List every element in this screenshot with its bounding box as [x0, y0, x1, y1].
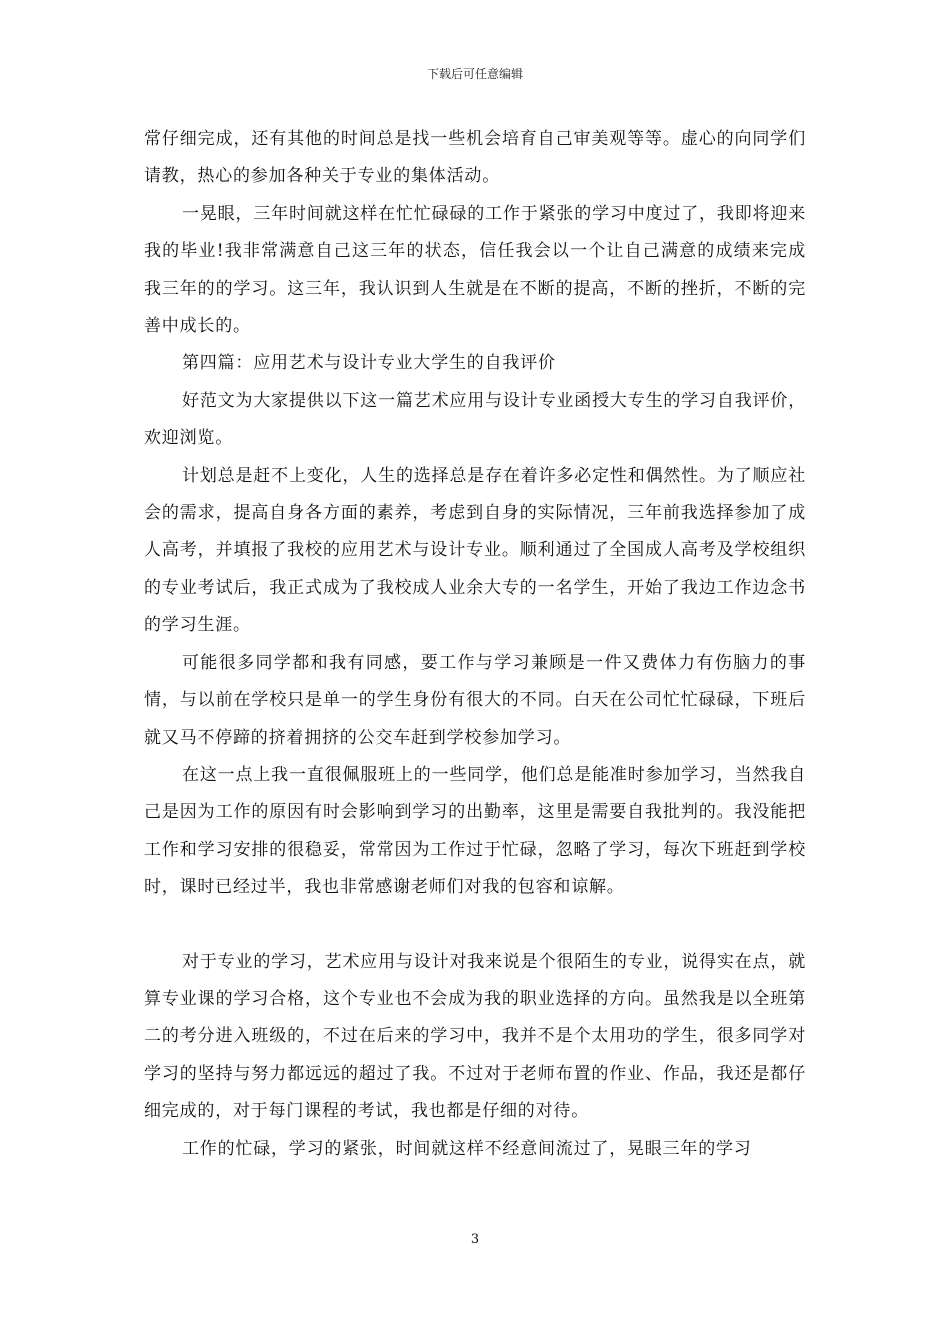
paragraph-2: 一晃眼，三年时间就这样在忙忙碌碌的工作于紧张的学习中度过了，我即将迎来我的毕业!我非常满意自己这三年的状态，信任我会以一个让自己满意的成绩来完成我三年的的学习。这三年，我认识到人生就是在不断的提高，不断的挫折，不断的完善中成长的。: [144, 203, 806, 337]
document-body: [144, 121, 806, 1168]
paragraph-7: 对于专业的学习，艺术应用与设计对我来说是个很陌生的专业，说得实在点，就算专业课的学习合格，这个专业也不会成为我的职业选择的方向。虽然我是以全班第二的考分进入班级的，不过在后来的学习中，我并不是个太用功的学生，很多同学对学习的坚持与努力都远远的超过了我。不过对于老师布置的作业、作品，我还是都仔细完成的，对于每门课程的考试，我也都是仔细的对待。: [144, 951, 806, 1122]
paragraph-4: 计划总是赶不上变化，人生的选择总是存在着许多必定性和偶然性。为了顺应社会的需求，提高自身各方面的素养，考虑到自身的实际情况，三年前我选择参加了成人高考，并填报了我校的应用艺术与设计专业。顺利通过了全国成人高考及学校组织的专业考试后，我正式成为了我校成人业余大专的一名学生，开始了我边工作边念书的学习生涯。: [144, 465, 806, 636]
page-header: 下载后可任意编辑: [426, 67, 523, 81]
paragraph-3: 好范文为大家提供以下这一篇艺术应用与设计专业函授大专生的学习自我评价，欢迎浏览。: [144, 390, 806, 449]
paragraph-5: 可能很多同学都和我有同感，要工作与学习兼顾是一件又费体力有伤脑力的事情，与以前在学校只是单一的学生身份有很大的不同。白天在公司忙忙碌碌，下班后就又马不停蹄的挤着拥挤的公交车赶到学校参加学习。: [144, 652, 806, 748]
section-heading: 第四篇：应用艺术与设计专业大学生的自我评价: [182, 353, 556, 374]
paragraph-1: 常仔细完成，还有其他的时间总是找一些机会培育自己审美观等等。虚心的向同学们请教，热心的参加各种关于专业的集体活动。: [144, 129, 806, 187]
paragraph-6: 在这一点上我一直很佩服班上的一些同学，他们总是能准时参加学习，当然我自己是因为工作的原因有时会影响到学习的出勤率，这里是需要自我批判的。我没能把工作和学习安排的很稳妥，常常因为工作过于忙碌，忽略了学习，每次下班赶到学校时，课时已经过半，我也非常感谢老师们对我的包容和谅解。: [144, 764, 806, 898]
page-number: 3: [470, 1232, 480, 1247]
paragraph-8: 工作的忙碌，学习的紧张，时间就这样不经意间流过了，晃眼三年的学习: [182, 1138, 752, 1159]
